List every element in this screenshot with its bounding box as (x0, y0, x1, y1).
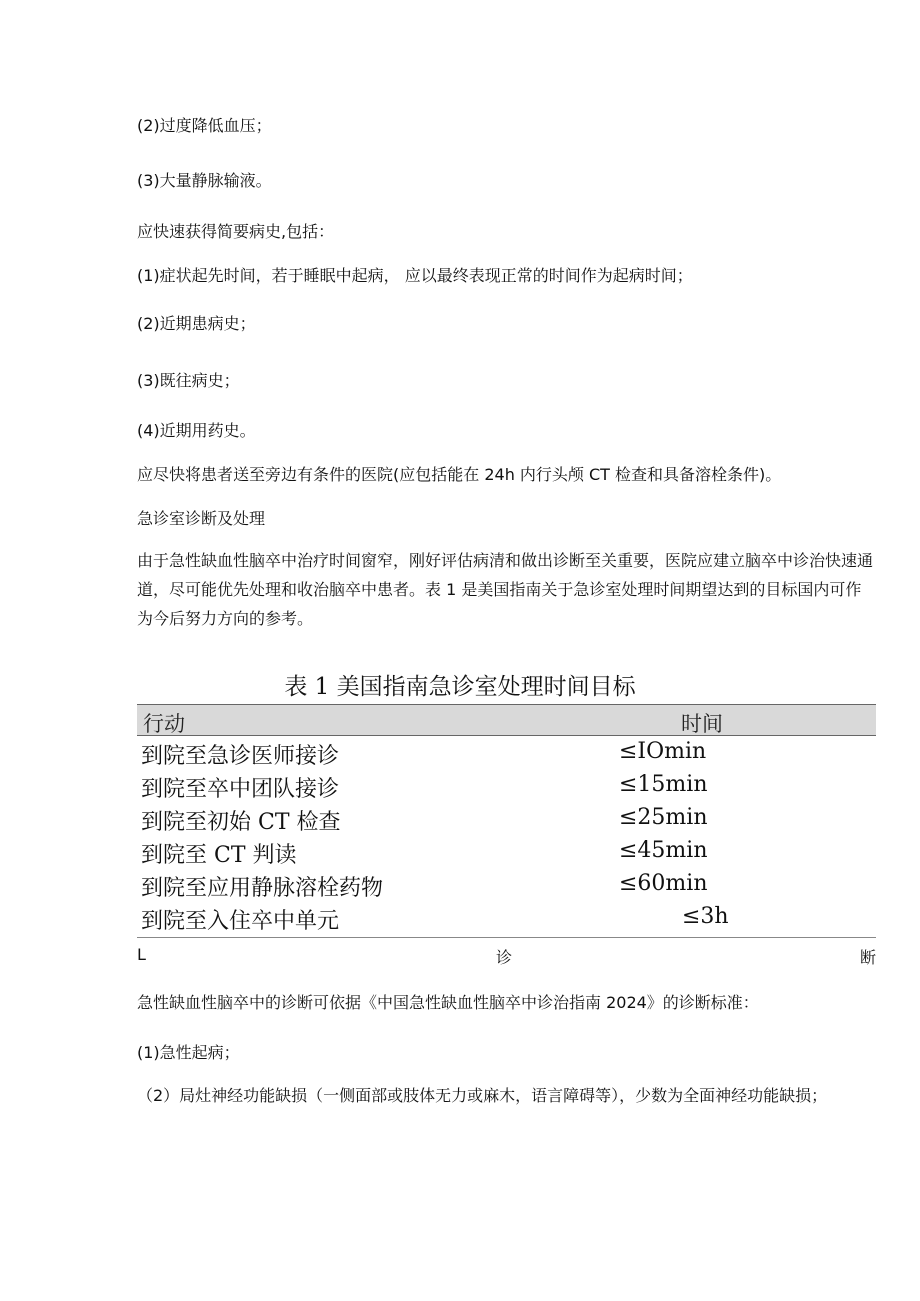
table-row (137, 802, 876, 835)
text-line: 应快速获得简要病史,包括： (137, 222, 335, 241)
section-heading: 急诊室诊断及处理 (137, 509, 266, 528)
text-line: 急性缺血性脑卒中的诊断可依据《中国急性缺血性脑卒中诊治指南 2024》的诊断标准： (137, 993, 759, 1012)
text-line: (1)急性起病； (137, 1043, 240, 1062)
cell-action: 到院至入住卒中单元 (141, 909, 340, 934)
table-header (137, 704, 876, 736)
text-line: (3)大量静脉输液。 (137, 171, 272, 190)
header-time: 时间 (681, 712, 723, 736)
cell-time: ≤15min (619, 772, 708, 797)
table-row (137, 769, 876, 802)
table-title: 表 1 美国指南急诊室处理时间目标 (284, 674, 636, 700)
cell-time: ≤IOmin (619, 739, 707, 764)
table-row (137, 736, 876, 769)
table-row (137, 835, 876, 868)
cell-action: 到院至 CT 判读 (141, 843, 297, 868)
table-row (137, 901, 876, 934)
paragraph: 由于急性缺血性脑卒中治疗时间窗窄，刚好评估病清和做出诊断至关重要，医院应建立脑卒中诊治快速通道，尽可能优先处理和收治脑卒中患者。表 1 是美国指南关于急诊室处理时间期望达到的目标国内可作为今后努力方向的参考。 (137, 551, 874, 628)
cell-time: ≤25min (619, 805, 708, 830)
cell-action: 到院至急诊医师接诊 (141, 744, 340, 769)
diagnosis-heading-marker: L (137, 945, 146, 964)
table-bottom-rule (137, 937, 876, 938)
table-row (137, 868, 876, 901)
text-line: (2)近期患病史； (137, 314, 256, 333)
text-line: (3)既往病史； (137, 371, 240, 390)
paragraph: （2）局灶神经功能缺损（一侧面部或肢体无力或麻木，语言障碍等），少数为全面神经功能缺损； (137, 1086, 828, 1105)
cell-time: ≤60min (619, 871, 708, 896)
text-line: (4)近期用药史。 (137, 421, 256, 440)
cell-action: 到院至应用静脉溶栓药物 (141, 876, 384, 901)
text-line: (1)症状起先时间，若于睡眠中起病， 应以最终表现正常的时间作为起病时间； (137, 266, 693, 285)
diagnosis-heading-char: 断 (860, 948, 877, 967)
text-line: 应尽快将患者送至旁边有条件的医院(应包括能在 24h 内行头颅 CT 检查和具备溶栓条件)。 (137, 465, 782, 484)
cell-action: 到院至初始 CT 检查 (141, 810, 341, 835)
cell-time: ≤45min (619, 838, 708, 863)
diagnosis-heading-char: 诊 (496, 948, 513, 967)
cell-time: ≤3h (682, 904, 729, 929)
text-line: (2)过度降低血压； (137, 116, 272, 135)
time-target-table (137, 704, 876, 938)
header-action: 行动 (143, 712, 185, 736)
cell-action: 到院至卒中团队接诊 (141, 777, 340, 802)
